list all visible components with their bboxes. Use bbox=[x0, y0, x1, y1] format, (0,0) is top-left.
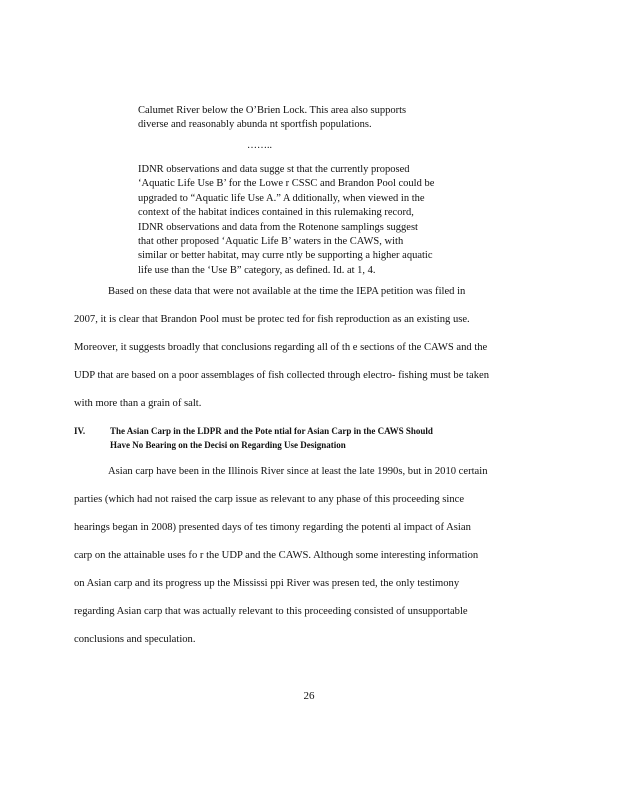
paragraph-line: conclusions and speculation. bbox=[74, 634, 196, 645]
paragraph-line: UDP that are based on a poor assemblages of fish collected through electro- fishing must be taken bbox=[74, 370, 489, 381]
paragraph-line: parties (which had not raised the carp issue as relevant to any phase of this proceeding since bbox=[74, 494, 465, 505]
quote-line: IDNR observations and data from the Rotenone samplings suggest bbox=[138, 221, 418, 233]
paragraph-line: Asian carp have been in the Illinois River since at least the late 1990s, but in 2010 certain bbox=[108, 466, 488, 477]
paragraph-line: carp on the attainable uses fo r the UDP and the CAWS. Although some interesting information bbox=[74, 550, 479, 561]
paragraph-line: Based on these data that were not available at the time the IEPA petition was filed in bbox=[108, 286, 466, 297]
quote-line: Calumet River below the O’Brien Lock. This area also supports bbox=[138, 105, 407, 116]
quote-ellipsis: …….. bbox=[247, 140, 272, 151]
paragraph-line: regarding Asian carp that was actually relevant to this proceeding consisted of unsupportable bbox=[74, 606, 468, 617]
quote-line: that other proposed ‘Aquatic Life B’ waters in the CAWS, with bbox=[138, 236, 404, 248]
paragraph-line: on Asian carp and its progress up the Mississi ppi River was presen ted, the only testimony bbox=[74, 578, 460, 589]
quote-line: IDNR observations and data sugge st that the currently proposed bbox=[138, 164, 410, 175]
quote-line: similar or better habitat, may curre ntly be supporting a higher aquatic bbox=[138, 250, 433, 262]
quote-line: diverse and reasonably abunda nt sportfish populations. bbox=[138, 119, 372, 131]
quote-line: ‘Aquatic Life Use B’ for the Lowe r CSSC and Brandon Pool could be bbox=[138, 178, 435, 190]
block-quote bbox=[138, 104, 406, 133]
body-paragraph bbox=[74, 278, 544, 418]
quote-line: life use than the ‘Use B” category, as defined. Id. at 1, 4. bbox=[138, 264, 376, 276]
paragraph-line: Moreover, it suggests broadly that conclusions regarding all of th e sections of the CAWS and the bbox=[74, 342, 488, 353]
paragraph-line: 2007, it is clear that Brandon Pool must be protec ted for fish reproduction as an existing use. bbox=[74, 314, 470, 325]
quote-line: upgraded to “Aquatic life Use A.” A dditionally, when viewed in the bbox=[138, 192, 425, 204]
heading-line: Have No Bearing on the Decisi on Regarding Use Designation bbox=[110, 440, 346, 450]
block-quote-continued bbox=[138, 163, 434, 278]
quote-line: context of the habitat indices contained in this rulemaking record, bbox=[138, 207, 414, 219]
section-number: IV. bbox=[74, 426, 86, 436]
paragraph-line: with more than a grain of salt. bbox=[74, 398, 202, 409]
section-heading bbox=[74, 424, 544, 452]
page-number: 26 bbox=[303, 690, 315, 702]
body-paragraph bbox=[74, 458, 544, 654]
heading-line: The Asian Carp in the LDPR and the Pote ntial for Asian Carp in the CAWS Should bbox=[110, 426, 433, 436]
paragraph-line: hearings began in 2008) presented days of tes timony regarding the potenti al impact of Asian bbox=[74, 522, 471, 533]
